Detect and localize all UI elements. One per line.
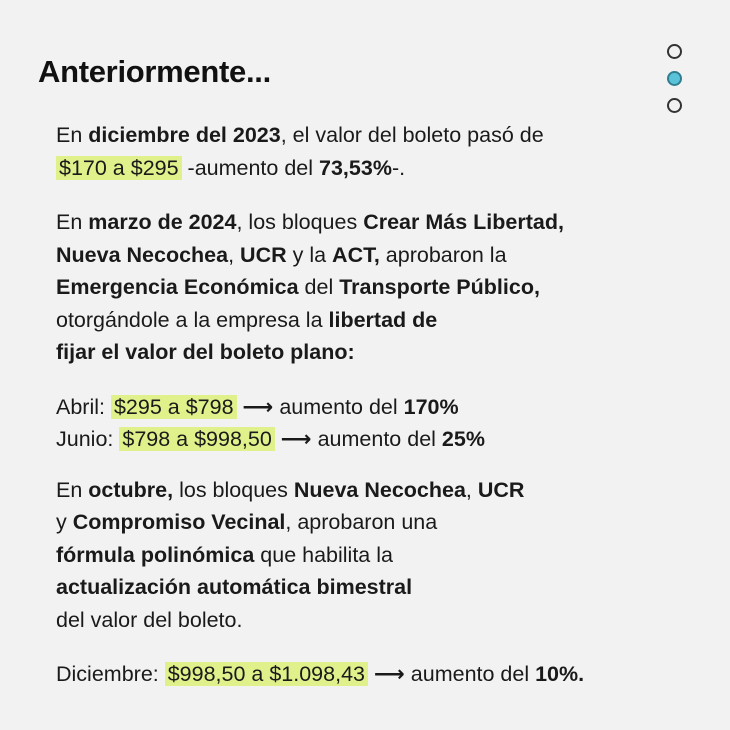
arrow-right-icon: ⟶ (242, 394, 274, 419)
highlight-diciembre: $998,50 a $1.098,43 (165, 662, 368, 686)
page-title: Anteriormente... (38, 54, 271, 89)
highlight-abril: $295 a $798 (111, 395, 237, 419)
paragraph-octubre: En octubre, los bloques Nueva Necochea, UCR y Compromiso Vecinal, aprobaron una fórmula polinómica que habilita la actualización automática bimestral del valor del boleto. (56, 477, 525, 632)
pagination-dot-3[interactable] (667, 98, 682, 113)
highlight-junio: $798 a $998,50 (119, 427, 274, 451)
pagination-dots (667, 44, 687, 125)
paragraph-diciembre: Diciembre: $998,50 a $1.098,43 ⟶ aumento del 10%. (56, 662, 585, 686)
paragraph-aumentos: Abril: $295 a $798 ⟶ aumento del 170% Junio: $798 a $998,50 ⟶ aumento del 25% (56, 394, 485, 451)
content (56, 119, 696, 713)
paragraph-diciembre-2023: En diciembre del 2023, el valor del boleto pasó de $170 a $295 -aumento del 73,53%-. (56, 123, 544, 180)
pagination-dot-1[interactable] (667, 44, 682, 59)
arrow-right-icon: ⟶ (280, 427, 312, 451)
highlight-price: $170 a $295 (56, 156, 182, 180)
paragraph-marzo-2024: En marzo de 2024, los bloques Crear Más Libertad, Nueva Necochea, UCR y la ACT, aprobaron la Emergencia Económica del Transporte Público, otorgándole a la empresa la libertad de fijar el valor del boleto plano: (56, 210, 564, 364)
arrow-right-icon: ⟶ (373, 662, 405, 686)
pagination-dot-2-active[interactable] (667, 71, 682, 86)
